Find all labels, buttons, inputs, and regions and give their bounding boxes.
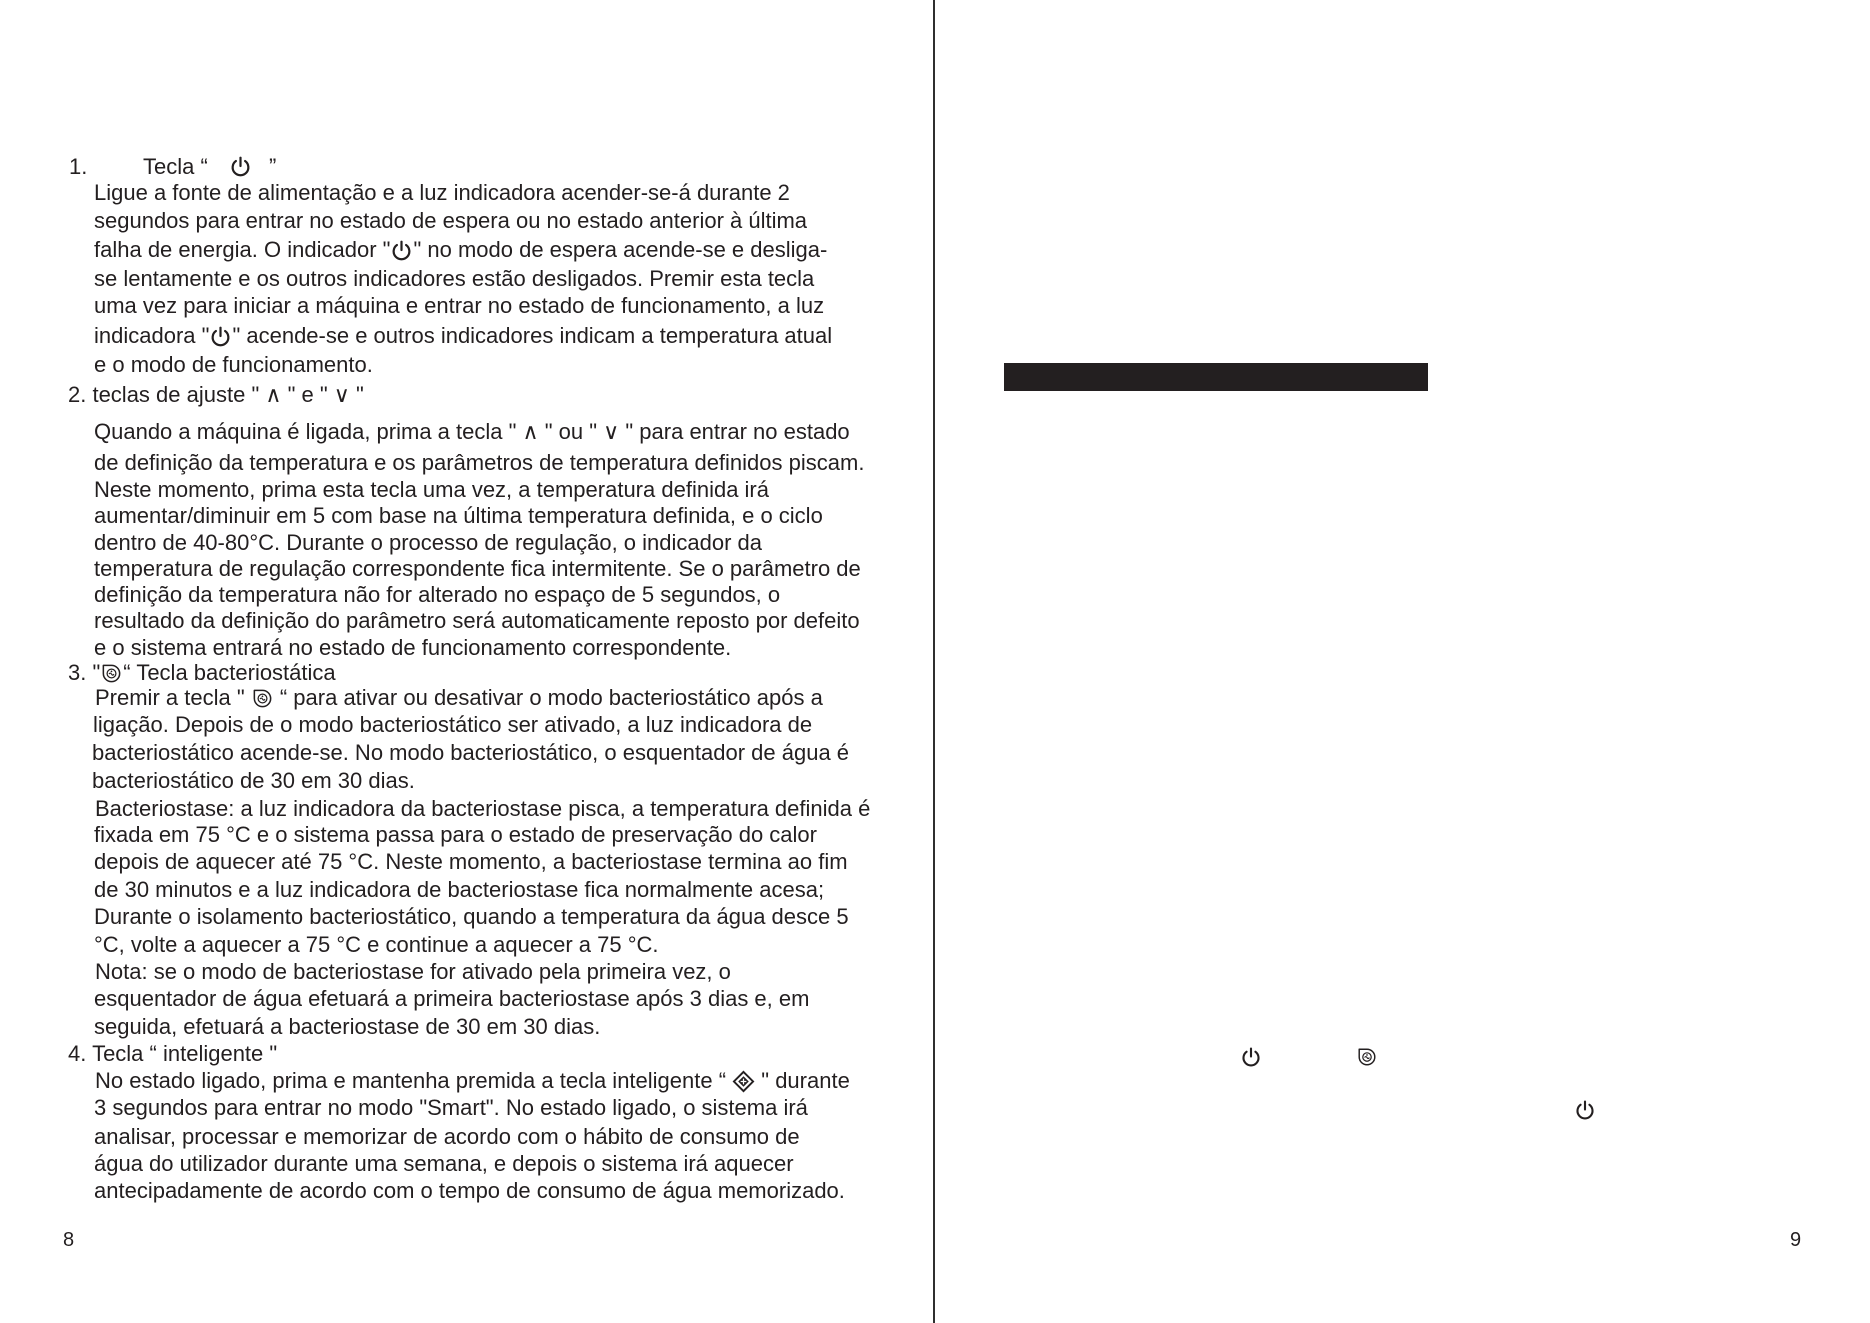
line-text-before: 3. ": [68, 660, 101, 685]
body-line: Ligue a fonte de alimentação e a luz indicadora acender-se-á durante 2: [94, 180, 790, 205]
body-line: aumentar/diminuir em 5 com base na última temperatura definida, e o ciclo: [94, 503, 823, 528]
power-icon: [1574, 1099, 1596, 1121]
right-page: [935, 0, 1870, 1323]
power-icon: [209, 325, 232, 348]
bacteriostatic-icon: [1356, 1046, 1378, 1068]
body-line: e o sistema entrará no estado de funcionamento correspondente.: [94, 635, 732, 660]
item-1-number: 1.: [69, 154, 88, 179]
line-text-after: " durante: [755, 1068, 850, 1093]
smart-icon: [732, 1070, 755, 1093]
line-text-after: " acende-se e outros indicadores indicam a temperatura atual: [232, 323, 833, 348]
body-line: analisar, processar e memorizar de acordo com o hábito de consumo de: [94, 1124, 800, 1149]
body-line: [95, 1068, 850, 1094]
body-line: depois de aquecer até 75 °C. Neste momento, a bacteriostase termina ao fim: [94, 849, 848, 874]
body-line: °C, volte a aquecer a 75 °C e continue a aquecer a 75 °C.: [94, 932, 659, 957]
power-icon: [390, 239, 413, 262]
body-line: água do utilizador durante uma semana, e depois o sistema irá aquecer: [94, 1151, 794, 1176]
item-1-closing-quote: ”: [269, 154, 277, 179]
left-page: [0, 0, 933, 1323]
redaction-bar: [1004, 363, 1428, 391]
body-line: de definição da temperatura e os parâmetros de temperatura definidos piscam.: [94, 450, 865, 475]
body-line: 3 segundos para entrar no modo "Smart". No estado ligado, o sistema irá: [94, 1095, 808, 1120]
body-line: [94, 237, 827, 263]
line-text-before: Premir a tecla ": [95, 685, 251, 710]
item-4-heading: 4. Tecla “ inteligente ": [68, 1041, 278, 1066]
line-text-before: falha de energia. O indicador ": [94, 237, 391, 262]
power-icon: [1240, 1046, 1262, 1068]
body-line: se lentamente e os outros indicadores estão desligados. Premir esta tecla: [94, 266, 815, 291]
body-line: Bacteriostase: a luz indicadora da bacteriostase pisca, a temperatura definida é: [95, 796, 871, 821]
body-line: [94, 323, 832, 349]
line-text-after: “ Tecla bacteriostática: [123, 660, 336, 685]
body-line: Neste momento, prima esta tecla uma vez, a temperatura definida irá: [94, 477, 769, 502]
page-number-left: 8: [63, 1229, 75, 1251]
page-number-right: 9: [1790, 1229, 1802, 1251]
body-line: ligação. Depois de o modo bacteriostático ser ativado, a luz indicadora de: [93, 712, 813, 737]
note-line: Nota: se o modo de bacteriostase for ativado pela primeira vez, o: [95, 959, 731, 984]
body-line: definição da temperatura não for alterado no espaço de 5 segundos, o: [94, 582, 781, 607]
body-line: de 30 minutos e a luz indicadora de bacteriostase fica normalmente acesa;: [94, 877, 825, 902]
line-text-after: “ para ativar ou desativar o modo bacteriostático após a: [273, 685, 823, 710]
body-line: fixada em 75 °C e o sistema passa para o estado de preservação do calor: [94, 822, 817, 847]
body-line: uma vez para iniciar a máquina e entrar no estado de funcionamento, a luz: [94, 293, 825, 318]
line-text-before: No estado ligado, prima e mantenha premida a tecla inteligente “: [95, 1068, 733, 1093]
line-text-before: indicadora ": [94, 323, 210, 348]
note-line: seguida, efetuará a bacteriostase de 30 em 30 dias.: [94, 1014, 601, 1039]
body-line: bacteriostático acende-se. No modo bacteriostático, o esquentador de água é: [92, 740, 850, 765]
body-line: resultado da definição do parâmetro será automaticamente reposto por defeito: [94, 608, 860, 633]
body-line: antecipadamente de acordo com o tempo de consumo de água memorizado.: [94, 1178, 845, 1203]
line-text-after: " no modo de espera acende-se e desliga-: [413, 237, 828, 262]
body-line: dentro de 40-80°C. Durante o processo de regulação, o indicador da: [94, 530, 763, 555]
body-line: temperatura de regulação correspondente fica intermitente. Se o parâmetro de: [94, 556, 861, 581]
body-line: e o modo de funcionamento.: [94, 352, 373, 377]
item-2-heading: 2. teclas de ajuste " ∧ " e " ∨ ": [68, 382, 364, 407]
bacteriostatic-icon: [251, 687, 274, 710]
body-line: bacteriostático de 30 em 30 dias.: [92, 768, 415, 793]
bacteriostatic-icon: [100, 662, 123, 685]
power-icon: [229, 155, 252, 178]
body-line: Durante o isolamento bacteriostático, quando a temperatura da água desce 5: [94, 904, 849, 929]
item-3-heading: [68, 660, 336, 686]
item-1-label: Tecla “: [143, 154, 208, 179]
body-line: segundos para entrar no estado de espera ou no estado anterior à última: [94, 208, 808, 233]
body-line: [95, 685, 823, 711]
note-line: esquentador de água efetuará a primeira bacteriostase após 3 dias e, em: [94, 986, 810, 1011]
body-line: Quando a máquina é ligada, prima a tecla " ∧ " ou " ∨ " para entrar no estado: [94, 419, 850, 444]
